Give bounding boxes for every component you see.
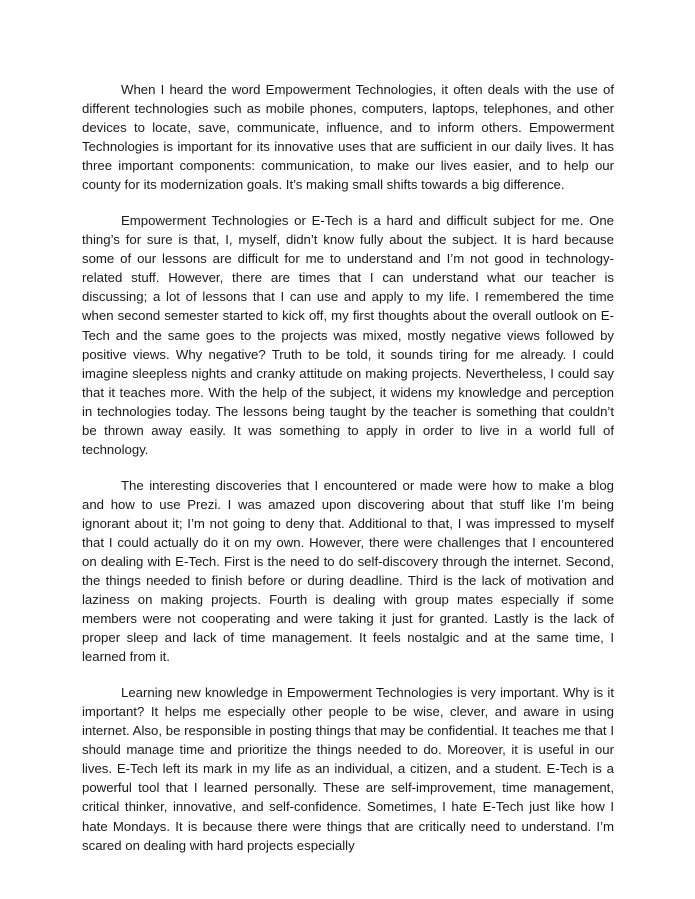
document-page [82, 80, 614, 871]
paragraph-intro: When I heard the word Empowerment Technologies, it often deals with the use of different technologies such as mobile phones, computers, laptops, telephones, and other devices to locate, save, communicate, influence, and to inform others. Empowerment Technologies is important for its innovative uses that are sufficient in our daily lives. It has three important components: communication, to make our lives easier, and to help our county for its modernization goals. It’s making small shifts towards a big difference. [82, 82, 614, 193]
paragraph-importance: Learning new knowledge in Empowerment Technologies is very important. Why is it important? It helps me especially other people to be wise, clever, and aware in using internet. Also, be responsible in posting things that may be confidential. It teaches me that I should manage time and prioritize the things needed to do. Moreover, it is useful in our lives. E-Tech left its mark in my life as an individual, a citizen, and a student. E-Tech is a powerful tool that I learned personally. These are self-improvement, time management, critical thinker, innovative, and self-confidence. Sometimes, I hate E-Tech just like how I hate Mondays. It is because there were things that are critically need to understand. I’m scared on dealing with hard projects especially [82, 684, 614, 853]
paragraph-discoveries: The interesting discoveries that I encountered or made were how to make a blog and how to use Prezi. I was amazed upon discovering about that stuff like I’m being ignorant about it; I’m not going to deny that. Additional to that, I was impressed to myself that I could actually do it on my own. However, there were challenges that I encountered on dealing with E-Tech. First is the need to do self-discovery through the internet. Second, the things needed to finish before or during deadline. Third is the lack of motivation and laziness on making projects. Fourth is dealing with group mates especially if some members were not cooperating and were taking it just for granted. Lastly is the lack of proper sleep and lack of time management. It feels nostalgic and at the same time, I learned from it. [82, 477, 614, 665]
paragraph-experience: Empowerment Technologies or E-Tech is a hard and difficult subject for me. One thing’s for sure is that, I, myself, didn’t know fully about the subject. It is hard because some of our lessons are difficult for me to understand and I’m not good in technology-related stuff. However, there are times that I can understand what our teacher is discussing; a lot of lessons that I can use and apply to my life. I remembered the time when second semester started to kick off, my first thoughts about the overall outlook on E-Tech and the same goes to the projects was mixed, mostly negative views followed by positive views. Why negative? Truth to be told, it sounds tiring for me already. I could imagine sleepless nights and cranky attitude on making projects. Nevertheless, I could say that it teaches more. With the help of the subject, it widens my knowledge and perception in technologies today. The lessons being taught by the teacher is something that couldn’t be thrown away easily. It was something to apply in order to live in a world full of technology. [82, 212, 614, 458]
